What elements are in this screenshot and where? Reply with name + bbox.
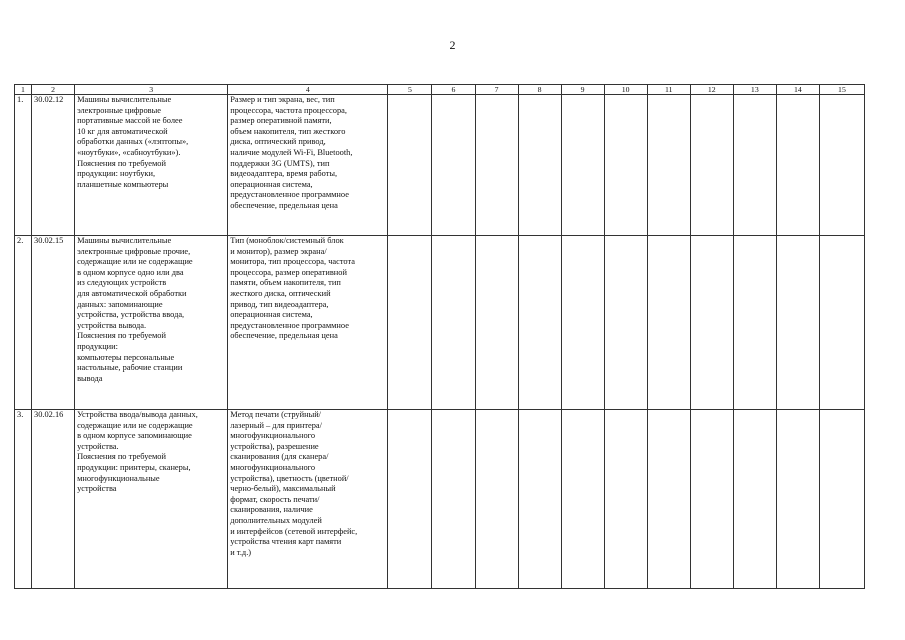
column-header: 13 <box>733 85 776 95</box>
row-number: 3. <box>15 410 32 589</box>
column-header: 8 <box>518 85 561 95</box>
empty-cell <box>690 95 733 236</box>
table-row <box>15 95 865 236</box>
requirements-table <box>14 84 865 589</box>
product-characteristics: Размер и тип экрана, вес, тип процессора, частота процессора, размер оперативной памяти, объем накопителя, тип жесткого диска, оптический привод, наличие модулей Wi-Fi, Bluetooth, поддержки 3G (UMTS), тип видеоадаптера, время работы, операционная система, предустановленное программное обеспечение, предельная цена <box>228 95 388 236</box>
empty-cell <box>776 95 819 236</box>
product-characteristics: Метод печати (струйный/ лазерный – для принтера/ многофункционального устройства), разрешение сканирования (для сканера/ многофункционального устройства), цветность (цветной/ черно-белый), максимальный формат, скорость печати/ сканирования, наличие дополнительных модулей и интерфейсов (сетевой интерфейс, устройства чтения карт памяти и т.д.) <box>228 410 388 589</box>
column-header: 9 <box>561 85 604 95</box>
empty-cell <box>432 410 475 589</box>
okpd-code: 30.02.12 <box>32 95 75 236</box>
product-characteristics: Тип (моноблок/системный блок и монитор), размер экрана/ монитора, тип процессора, частота процессора, размер оперативной памяти, объем накопителя, тип жесткого диска, оптический привод, тип видеоадаптера, операционная система, предустановленное программное обеспечение, предельная цена <box>228 236 388 410</box>
column-header: 12 <box>690 85 733 95</box>
table-row <box>15 410 865 589</box>
product-name: Устройства ввода/вывода данных, содержащие или не содержащие в одном корпусе запоминающие устройства. Пояснения по требуемой продукции: принтеры, сканеры, многофункциональные устройства <box>75 410 228 589</box>
empty-cell <box>561 236 604 410</box>
empty-cell <box>647 410 690 589</box>
column-header: 4 <box>228 85 388 95</box>
empty-cell <box>432 236 475 410</box>
empty-cell <box>604 410 647 589</box>
column-header: 7 <box>475 85 518 95</box>
empty-cell <box>819 95 864 236</box>
column-header: 5 <box>388 85 432 95</box>
empty-cell <box>819 410 864 589</box>
column-header: 3 <box>75 85 228 95</box>
empty-cell <box>388 95 432 236</box>
empty-cell <box>561 95 604 236</box>
empty-cell <box>604 95 647 236</box>
empty-cell <box>733 236 776 410</box>
column-header: 6 <box>432 85 475 95</box>
okpd-code: 30.02.15 <box>32 236 75 410</box>
empty-cell <box>432 95 475 236</box>
empty-cell <box>475 95 518 236</box>
empty-cell <box>518 236 561 410</box>
empty-cell <box>647 236 690 410</box>
column-header: 14 <box>776 85 819 95</box>
column-header: 10 <box>604 85 647 95</box>
empty-cell <box>690 410 733 589</box>
table-row <box>15 236 865 410</box>
column-header: 2 <box>32 85 75 95</box>
product-name: Машины вычислительные электронные цифровые портативные массой не более 10 кг для автоматической обработки данных («лэптопы», «ноутбуки», «сабноутбуки»). Пояснения по требуемой продукции: ноутбуки, планшетные компьютеры <box>75 95 228 236</box>
empty-cell <box>604 236 647 410</box>
empty-cell <box>690 236 733 410</box>
header-row <box>15 85 865 95</box>
empty-cell <box>733 410 776 589</box>
empty-cell <box>475 236 518 410</box>
empty-cell <box>388 236 432 410</box>
empty-cell <box>819 236 864 410</box>
product-name: Машины вычислительные электронные цифровые прочие, содержащие или не содержащие в одном корпусе одно или два из следующих устройств для автоматической обработки данных: запоминающие устройства, устройства ввода, устройства вывода. Пояснения по требуемой продукции: компьютеры персональные настольные, рабочие станции вывода <box>75 236 228 410</box>
empty-cell <box>647 95 690 236</box>
row-number: 1. <box>15 95 32 236</box>
column-header: 11 <box>647 85 690 95</box>
page-number: 2 <box>449 38 456 52</box>
empty-cell <box>518 410 561 589</box>
row-number: 2. <box>15 236 32 410</box>
empty-cell <box>776 236 819 410</box>
empty-cell <box>388 410 432 589</box>
column-header: 1 <box>15 85 32 95</box>
empty-cell <box>776 410 819 589</box>
empty-cell <box>561 410 604 589</box>
empty-cell <box>518 95 561 236</box>
column-header: 15 <box>819 85 864 95</box>
empty-cell <box>475 410 518 589</box>
empty-cell <box>733 95 776 236</box>
okpd-code: 30.02.16 <box>32 410 75 589</box>
